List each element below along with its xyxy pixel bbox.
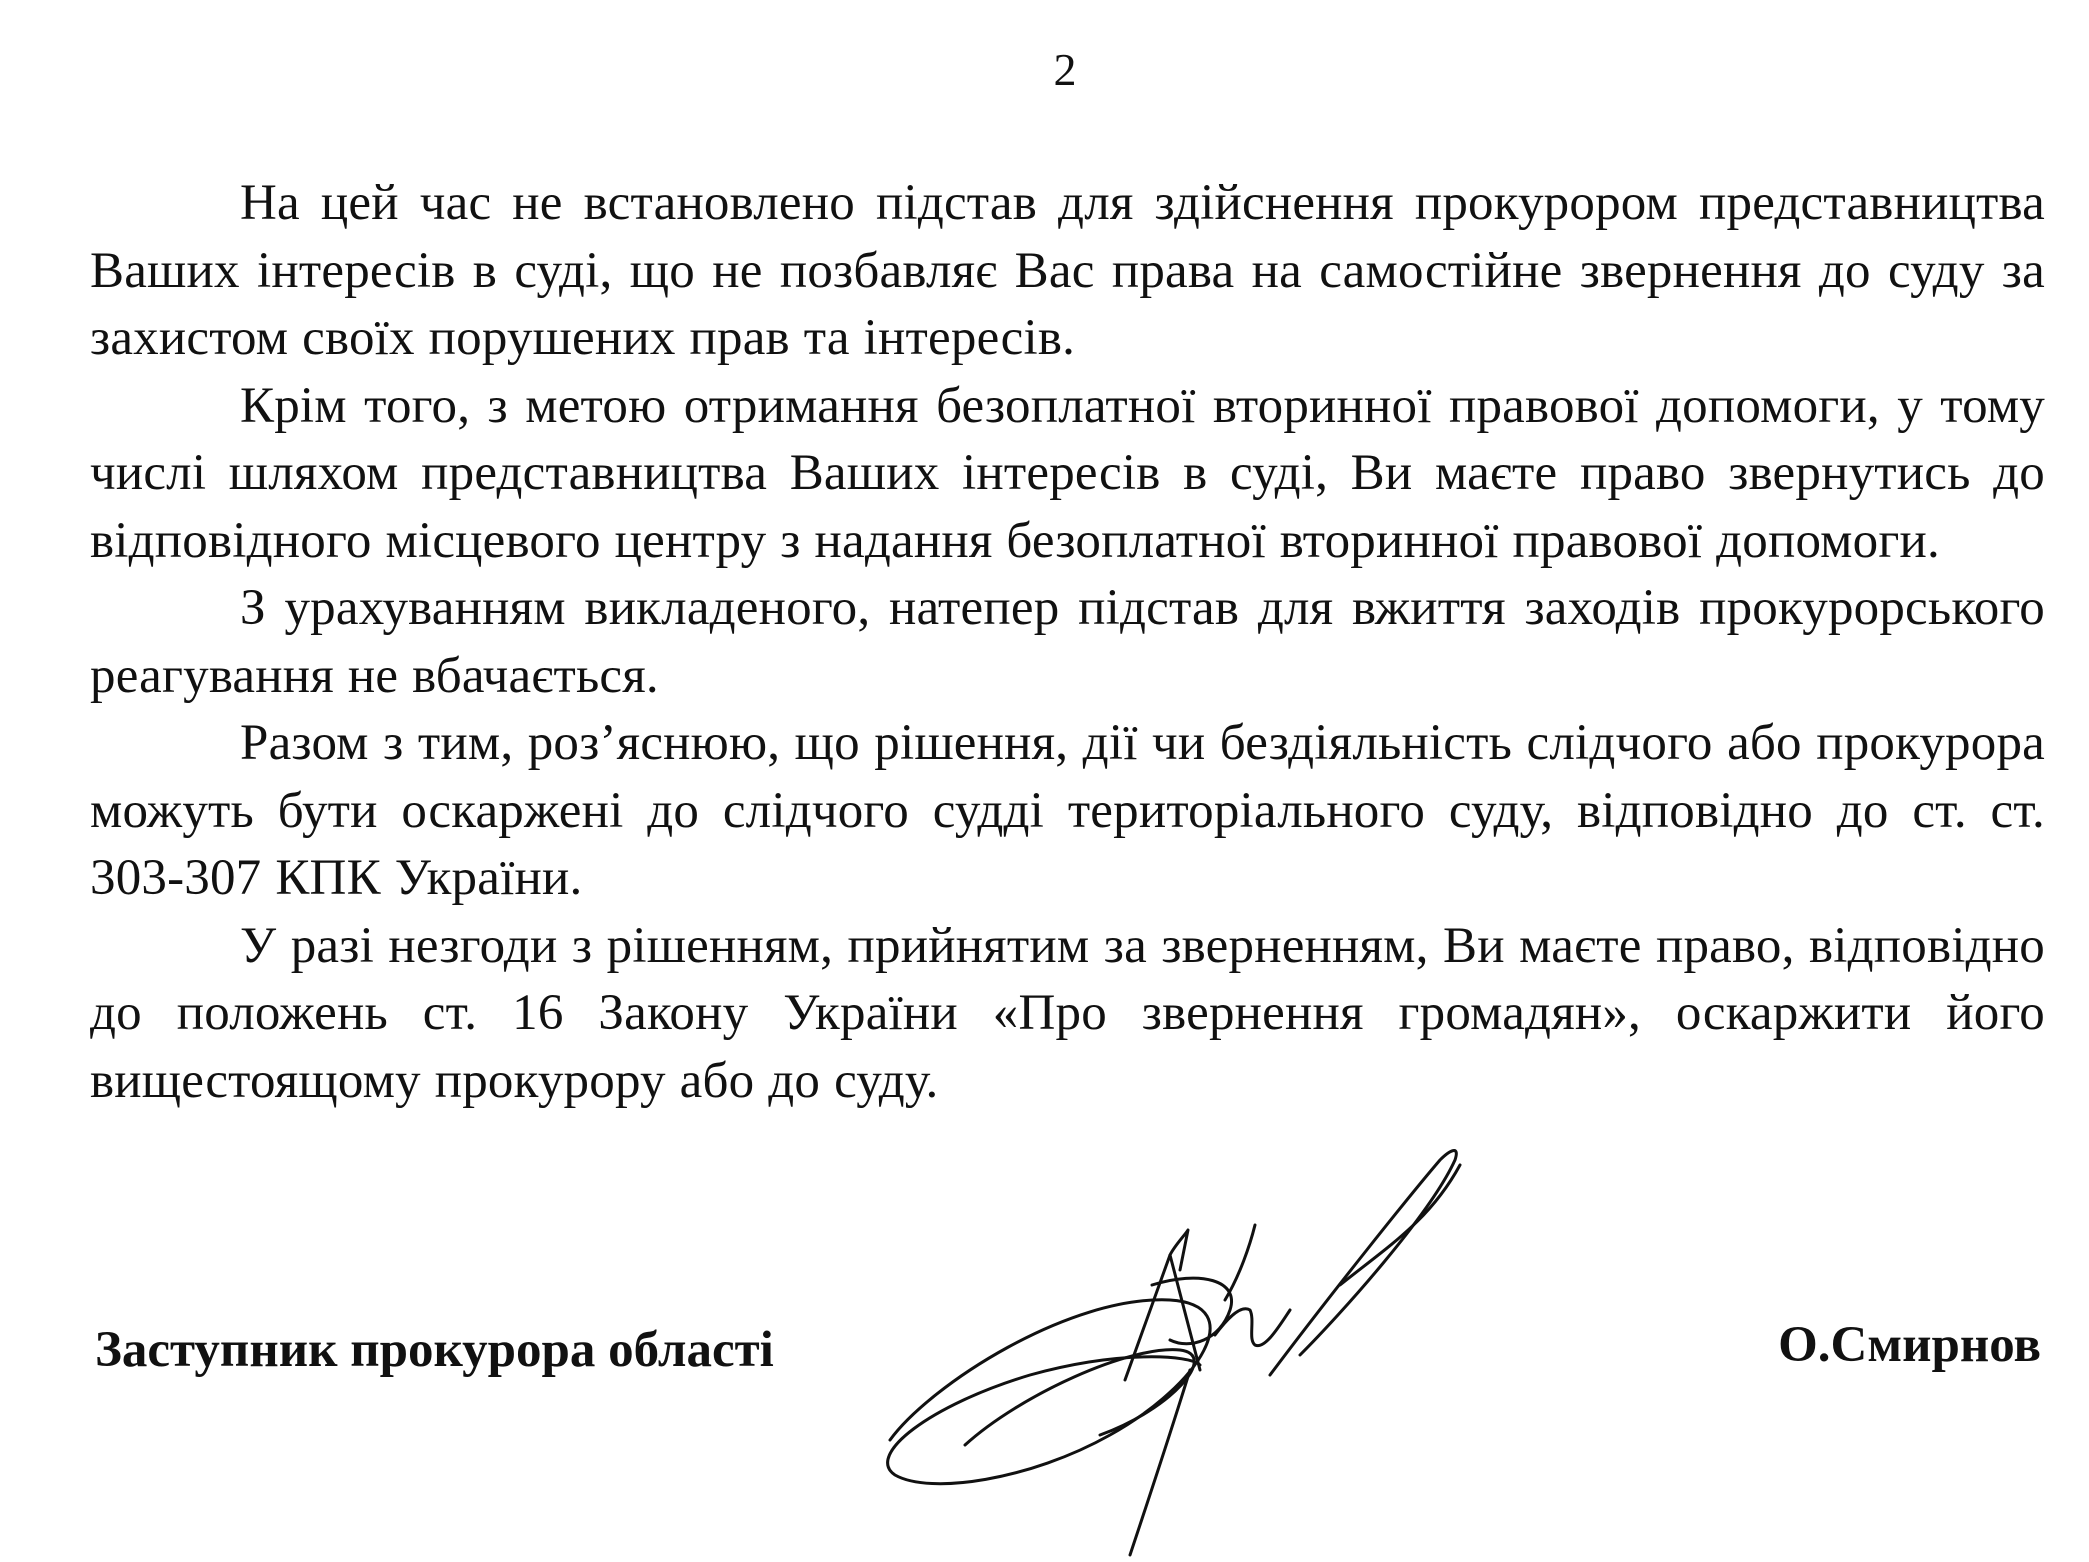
paragraph-4: Разом з тим, роз’яснюю, що рішення, дії чи бездіяльність слідчого або прокурора можуть бути оскаржені до слідчого судді територіального суду, відповідно до ст. ст. 303-307 КПК України. — [90, 715, 2045, 906]
signature-upper-tail-stroke — [1225, 1225, 1255, 1300]
signature-tail-stroke — [1130, 1370, 1190, 1555]
signature-sweep-stroke — [1270, 1151, 1456, 1375]
paragraph-3: З урахуванням викладеного, натепер підстав для вжиття заходів прокурорського реагування не вбачається. — [90, 580, 2045, 704]
paragraph-5: У разі незгоди з рішенням, прийнятим за зверненням, Ви маєте право, відповідно до положень ст. 16 Закону України «Про звернення громадян», оскаржити його вищестоящому прокурору або до суду. — [90, 917, 2045, 1109]
letter-body — [90, 170, 2045, 1115]
signature-middle-stroke — [1215, 1309, 1290, 1346]
signatory-title: Заступник прокурора області — [95, 1322, 774, 1378]
signatory-name: О.Смирнов — [1778, 1317, 2041, 1373]
paragraph-2: Крім того, з метою отримання безоплатної вторинної правової допомоги, у тому числі шляхом представництва Ваших інтересів в суді, Ви маєте право звернутись до відповідного місцевого центру з надання безоплатної вторинної правової допомоги. — [90, 377, 2045, 569]
paragraph-1: На цей час не встановлено підстав для здійснення прокурором представництва Ваших інтересів в суді, що не позбавляє Вас права на самостійне звернення до суду за захистом своїх порушених прав та інтересів. — [90, 175, 2045, 366]
page-number: 2 — [1053, 44, 1077, 95]
handwritten-signature — [870, 1135, 1610, 1560]
